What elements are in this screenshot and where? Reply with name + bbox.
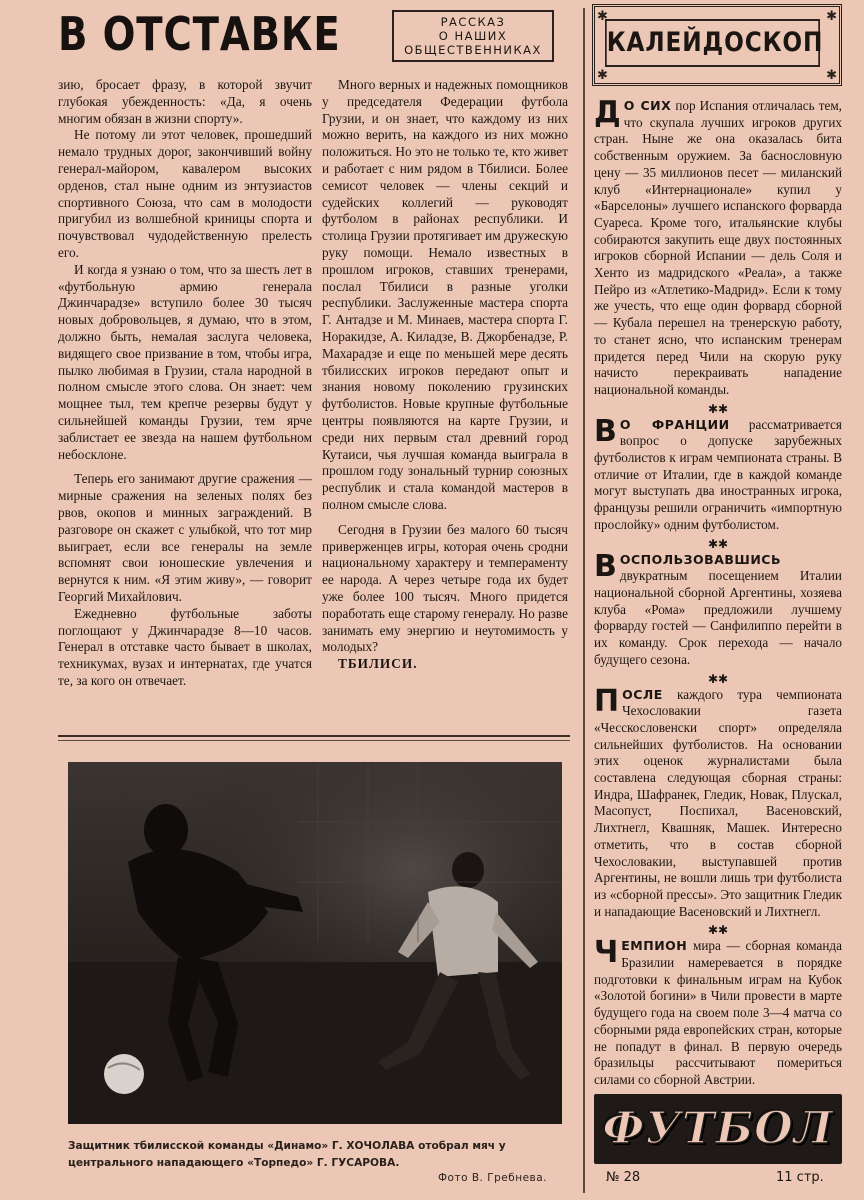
rubric-line: РАССКАЗ [440,15,506,29]
news-lead: О ФРАНЦИИ [619,416,730,432]
paragraph: Ежедневно футбольные заботы поглощают у Джинчарадзе 8—10 часов. Генерал в отставке часто бывает в школах, техникумах, вузах и интернатах, где учатся те, за кого он отвечает. [58,605,312,688]
paragraph: зию, бросает фразу, в которой звучит глубокая убежденность: «Да, я очень многим обязан в жизни спорту». [58,77,312,126]
news-lead: О СИХ [623,98,672,113]
photo-caption: Защитник тбилисской команды «Динамо» Г. ХОЧОЛАВА отобрал мяч у центрального нападающего «Торпедо» Г. ГУСАРОВА. [68,1140,506,1169]
logo-text: ФУТБОЛ [602,1103,834,1154]
column-divider [583,8,585,1193]
rubric-line: ОБЩЕСТВЕННИКАХ [404,43,542,57]
drop-cap: В [594,413,617,449]
news-item [594,683,842,921]
drop-cap: Ч [594,935,619,971]
news-item [594,935,842,1088]
article-column-2 [322,77,568,673]
drop-cap: Д [594,95,621,130]
page-number: 11 стр. [776,1170,824,1185]
divider [58,735,570,737]
news-text: мира — сборная команда Бразилии намеревается в порядке подготовки к финальным играм на Кубок «Золотой богини» в Чили провести в марте будущего года на своем поле 3—4 матча со сборными ряда европейских стран, которые не попадут в финал. В первую очередь бразильцы рассчитывают помериться силами со сборной Австрии. [594,938,842,1087]
news-item [594,95,842,399]
star-ornament-icon: ✱ [597,67,608,82]
photo-credit: Фото В. Гребнева. [438,1172,548,1184]
kaleidoscope-column [594,95,842,1089]
magazine-logo [594,1094,842,1164]
article-city: ТБИЛИСИ. [338,656,418,672]
divider [58,740,570,741]
match-photo [68,762,562,1124]
news-item [594,548,842,669]
star-ornament-icon: ✱ [826,67,837,82]
news-lead: ЕМПИОН [621,938,688,954]
news-item [594,413,842,534]
article-rubric [392,10,554,62]
article-column-1 [58,77,312,690]
star-separator-icon: ✱✱ [707,671,729,686]
star-ornament-icon: ✱ [597,8,608,23]
paragraph: И когда я узнаю о том, что за шесть лет в «футбольную армию генерала Джинчарадзе» вступило более 30 тысяч новых добровольцев, я думаю, что в этом, должно быть, немалая заслуга человека, видящего свое призвание в том, чтобы игра, пылко любимая в Грузии, стала народной в полном смысле этого слова. Он знает: чем мощнее тыл, тем крепче резервы будут у сильнейшей команды Грузии, тем ярче заблистает ее звезда на нашем футбольном небосклоне. [58,261,312,462]
star-separator-icon: ✱✱ [707,536,729,551]
news-text: пор Испания отличалась тем, что скупала лучших игроков других стран. Ныне же она оказалась бита собственным оружием. За баснословную цену — 35 миллионов песет — миланский клуб «Интернационале» купил у «Барселоны» лучшего испанского форварда Суареса. Кроме того, итальянские клубы собираются закупить еще двух постоянных игроков сборной Испании — дель Соля и Хенто из мадридского «Реала», а также Пейро из «Атлетико-Мадрид». Если к тому же учесть, что еще один форвард сборной — Кубала перешел на тренерскую работу, то станет ясно, что испанским тренерам придется перед Чили на скорую руку начисто перекраивать нападение национальной команды. [594,98,842,397]
star-ornament-icon: ✱ [826,8,837,23]
kaleidoscope-header-box [592,4,842,86]
star-separator-icon: ✱✱ [707,401,729,416]
news-lead: ОСПОЛЬЗОВАВШИСЬ [619,551,782,567]
drop-cap: В [594,548,617,584]
news-text: каждого тура чемпионата Чехословакии газета «Чесскословенски спорт» определяла сильнейших футболистов. На основании этих оценок журналистами была составлена следующая сборная страны: Индра, Шафранек, Гледик, Новак, Плускал, Масопуст, Поспихал, Васеновский, Лихтнегл, Квашняк, Машек. Интересно отметить, что в состав сборной Чехословакии, выступавшей против Аргентины, не вошли лишь три футболиста из «сборной прессы». Это защитник Гледик и нападающие Васеновский и Лихтнегл. [594,686,842,919]
drop-cap: П [594,683,620,719]
kaleidoscope-title: КАЛЕЙДОСКОП [605,19,820,67]
paragraph: Теперь его занимают другие сражения — мирные сражения на зеленых полях без рвов, окопов и минных заграждений. В разговоре он скажет с улыбкой, что тот мир выиграет, если все генералы на земле вспомнят свои юношеские увлечения и вернутся к ним. «Я этим живу», — говорит Георгий Михайлович. [58,471,312,604]
news-lead: ОСЛЕ [622,686,663,702]
paragraph: Много верных и надежных помощников у председателя Федерации футбола Грузии, и он знает, что каждому из них можно верить, на каждого из них можно положиться. Но это не только те, кто живет и работает с ним рядом в Тбилиси. Более семисот человек — члены секций и судейских коллегий — руководят футболом в районах республики. И столица Грузии протягивает им дружескую руку помощи. Немало известных в прошлом игроков, ставших тренерами, послал Тбилиси в разные уголки республики. Заслуженные мастера спорта Г. Антадзе и М. Минаев, мастера спорта Г. Норакидзе, А. Киладзе, В. Джорбенадзе, Р. Махарадзе и еще по меньшей мере десять тбилисских игроков передают опыт и знания новому поколению грузинских футболистов. Новые крупные футбольные центры появляются на карте Грузии, и среди них первым стал древний город Кутаиси, чья лучшая команда выиграла в прошлом году зональный турнир союзных республик и стала командой мастеров в полном смысле слова. [322,77,568,512]
article-title: В ОТСТАВКЕ [58,7,341,61]
news-text: двукратным посещением Италии национальной сборной Аргентины, хозяева клуба «Рома» предложили лучшему форварду гостей — Санфилиппо перейти в их команду. Срок перехода — начало будущего сезона. [594,568,842,667]
star-separator-icon: ✱✱ [707,923,729,938]
paragraph: Сегодня в Грузии без малого 60 тысяч приверженцев игры, которая очень сродни национальному характеру и темпераменту ее народа. А через четыре года их будет уже более 100 тысяч. Много придется поработать еще старому генералу. Но разве занимать ему энергию и неутомимость у молодых? [322,521,568,655]
issue-number: № 28 [606,1170,641,1185]
paragraph: Не потому ли этот человек, прошедший немало трудных дорог, закончивший войну генерал-майором, кавалером высоких орденов, стал ныне одним из энтузиастов спортивного Союза, что сам в молодости пригубил из волшебной криницы спорта и почувствовал чудодейственную прелесть его. [58,127,312,260]
news-text: рассматривается вопрос о допуске зарубежных футболистов к играм чемпионата страны. В отличие от Италии, где в каждой команде могут выступать два иностранных игрока, французы решили ограничить «импортную прослойку» одним футболистом. [594,416,842,532]
rubric-line: О НАШИХ [438,29,508,43]
